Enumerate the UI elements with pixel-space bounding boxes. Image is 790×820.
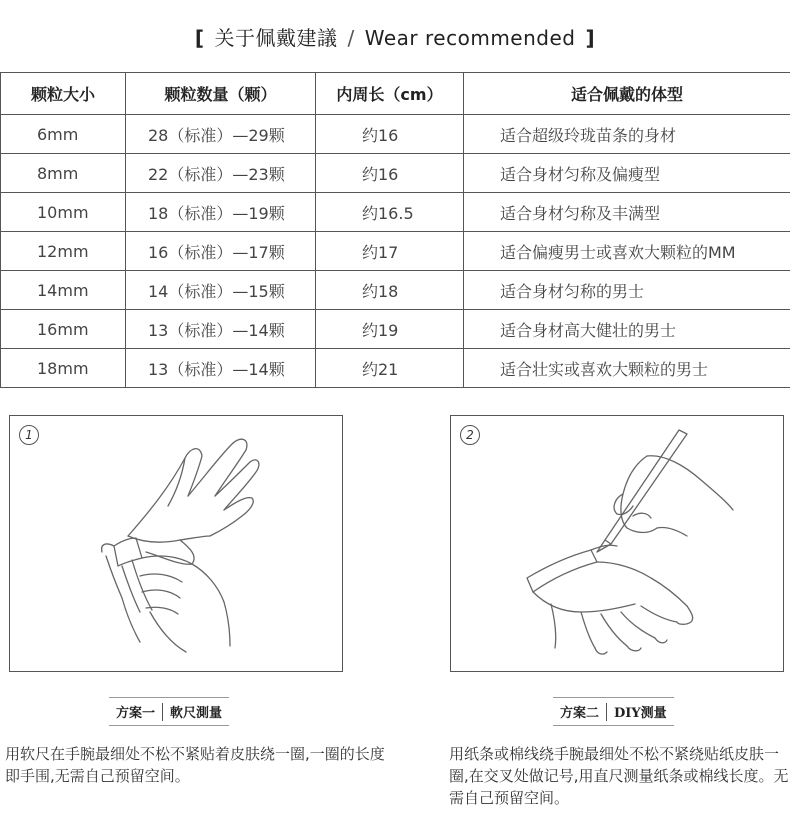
cell-bead-count: 18（标准）—19颗	[126, 193, 316, 232]
cell-bead-size: 8mm	[1, 154, 126, 193]
cell-bead-size: 6mm	[1, 115, 126, 154]
method-two-illustration-panel	[450, 415, 784, 672]
table-row	[1, 115, 790, 154]
table-row	[1, 154, 790, 193]
table-row	[1, 271, 790, 310]
cell-bead-size: 14mm	[1, 271, 126, 310]
table-row	[1, 310, 790, 349]
cell-bead-size: 10mm	[1, 193, 126, 232]
table-row	[1, 193, 790, 232]
method-two-number: 2	[460, 425, 480, 445]
cell-body-type: 适合偏瘦男士或喜欢大颗粒的MM	[464, 232, 790, 271]
method-two-label-a: 方案二	[560, 706, 600, 721]
title-bracket-open: [	[194, 26, 205, 50]
cell-bead-count: 14（标准）—15颗	[126, 271, 316, 310]
header-circumference: 内周长（cm）	[316, 73, 464, 115]
cell-circumference: 约19	[316, 310, 464, 349]
cell-circumference: 约16	[316, 115, 464, 154]
method-one-number: 1	[19, 425, 39, 445]
size-recommendation-table	[0, 72, 790, 388]
header-bead-size: 颗粒大小	[1, 73, 126, 115]
method-one-label	[109, 697, 229, 726]
title-chinese: 关于佩戴建議	[214, 26, 338, 50]
cell-bead-size: 16mm	[1, 310, 126, 349]
method-one-description: 用软尺在手腕最细处不松不紧贴着皮肤绕一圈,一圈的长度即手围,无需自己预留空间。	[5, 745, 385, 785]
cell-bead-count: 16（标准）—17颗	[126, 232, 316, 271]
cell-bead-count: 28（标准）—29颗	[126, 115, 316, 154]
title-english: Wear recommended	[364, 26, 576, 50]
cell-bead-count: 22（标准）—23颗	[126, 154, 316, 193]
cell-body-type: 适合身材匀称及丰满型	[464, 193, 790, 232]
table-row	[1, 349, 790, 388]
cell-body-type: 适合身材匀称及偏瘦型	[464, 154, 790, 193]
cell-circumference: 约16.5	[316, 193, 464, 232]
hand-marking-strip-illustration	[451, 416, 783, 671]
cell-bead-size: 18mm	[1, 349, 126, 388]
title-bracket-close: ]	[585, 26, 596, 50]
table-row	[1, 232, 790, 271]
method-one-illustration-panel	[9, 415, 343, 672]
header-bead-count: 颗粒数量（颗）	[126, 73, 316, 115]
cell-circumference: 约21	[316, 349, 464, 388]
table-header-row	[1, 73, 790, 115]
header-body-type: 适合佩戴的体型	[464, 73, 790, 115]
cell-bead-count: 13（标准）—14颗	[126, 310, 316, 349]
cell-body-type: 适合超级玲珑苗条的身材	[464, 115, 790, 154]
cell-circumference: 约16	[316, 154, 464, 193]
title-slash: /	[347, 26, 355, 50]
cell-body-type: 适合身材高大健壮的男士	[464, 310, 790, 349]
cell-circumference: 约17	[316, 232, 464, 271]
cell-circumference: 约18	[316, 271, 464, 310]
method-two-description: 用纸条或棉线绕手腕最细处不松不紧绕贴纸皮肤一圈,在交叉处做记号,用直尺测量纸条或棉线长度。无需自己预留空间。	[449, 745, 789, 807]
method-one-label-a: 方案一	[116, 706, 156, 721]
method-two-label-b: DIY测量	[614, 706, 667, 721]
page-title	[0, 22, 790, 51]
cell-bead-size: 12mm	[1, 232, 126, 271]
method-two-label	[553, 697, 674, 726]
method-one-label-b: 軟尺測量	[170, 706, 223, 721]
cell-body-type: 适合身材匀称的男士	[464, 271, 790, 310]
hand-measuring-tape-illustration	[10, 416, 342, 671]
cell-body-type: 适合壮实或喜欢大颗粒的男士	[464, 349, 790, 388]
cell-bead-count: 13（标准）—14颗	[126, 349, 316, 388]
